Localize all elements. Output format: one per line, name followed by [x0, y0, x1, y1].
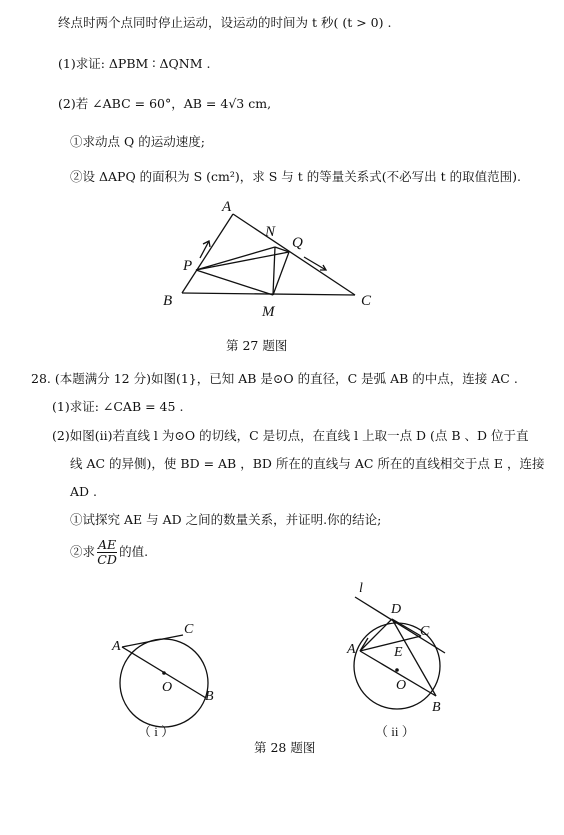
label-c: C: [361, 293, 372, 309]
label-c-i: C: [184, 622, 194, 637]
label-a-i: A: [112, 639, 121, 654]
figure-27-caption: 第 27 题图: [226, 338, 288, 353]
segment-qm: [273, 252, 289, 295]
fraction-ae-cd: [97, 538, 117, 567]
text-line-3: (2)若 ∠ABC = 60°，AB = 4√3 cm,: [58, 96, 272, 111]
line-12-prefix: ②求: [70, 544, 96, 559]
text-line-8: (2)如图(ⅱ)若直线 l 为⊙O 的切线，C 是切点，在直线 l 上取一点 D (点 B 、D 位于直: [52, 428, 529, 443]
label-l: l: [359, 581, 363, 596]
segment-ac-ii: [360, 636, 421, 651]
fraction-numerator: AE: [98, 537, 117, 552]
figure-27: [0, 195, 564, 355]
label-m: M: [262, 304, 275, 320]
label-a: A: [222, 199, 232, 215]
chord-ac-i: [122, 635, 183, 647]
label-b-ii: B: [432, 700, 441, 715]
text-line-12: [70, 537, 148, 567]
caption-i: （ i ）: [138, 724, 175, 739]
figure-28-caption: 第 28 题图: [254, 740, 316, 755]
fraction-denominator: CD: [97, 552, 117, 567]
text-line-10: AD .: [70, 484, 97, 499]
label-b-i: B: [205, 689, 214, 704]
segment-ab: [182, 214, 233, 293]
text-line-7: (1)求证: ∠CAB = 45 .: [52, 399, 184, 414]
text-line-1: 终点时两个点同时停止运动，设运动的时间为 t 秒( (t > 0) .: [58, 15, 392, 30]
label-q: Q: [292, 235, 303, 251]
text-line-9: 线 AC 的异侧)，使 BD = AB ，BD 所在的直线与 AC 所在的直线相交于点 E ，连接: [70, 456, 545, 471]
label-o-ii: O: [396, 678, 407, 693]
segment-ad: [360, 619, 392, 651]
text-line-11: ①试探究 AE 与 AD 之间的数量关系，并证明.你的结论;: [70, 512, 382, 527]
label-d: D: [391, 602, 402, 617]
segment-nm: [273, 247, 275, 295]
figure-28: [0, 575, 564, 755]
text-line-5: ②设 ΔAPQ 的面积为 S (cm²)，求 S 与 t 的等量关系式(不必写出 t 的取值范围).: [70, 169, 521, 184]
caption-ii: （ ii ）: [375, 724, 415, 739]
center-o-i: [162, 671, 166, 675]
segment-pn: [196, 247, 275, 270]
label-a-ii: A: [347, 642, 356, 657]
line-12-suffix: 的值.: [119, 544, 149, 559]
text-line-4: ①求动点 Q 的运动速度;: [70, 134, 205, 149]
label-n: N: [265, 224, 276, 240]
center-o-ii: [395, 668, 399, 672]
label-b: B: [163, 293, 173, 309]
label-c-ii: C: [420, 624, 430, 639]
text-line-2: (1)求证: ΔPBM ∶ ΔQNM .: [58, 56, 211, 71]
text-line-6: 28. (本题满分 12 分)如图(1}，已知 AB 是⊙O 的直径，C 是弧 AB 的中点，连接 AC .: [31, 371, 518, 386]
label-o-i: O: [162, 680, 173, 695]
label-e: E: [394, 645, 403, 660]
label-p: P: [183, 258, 193, 274]
segment-pm: [196, 270, 273, 295]
